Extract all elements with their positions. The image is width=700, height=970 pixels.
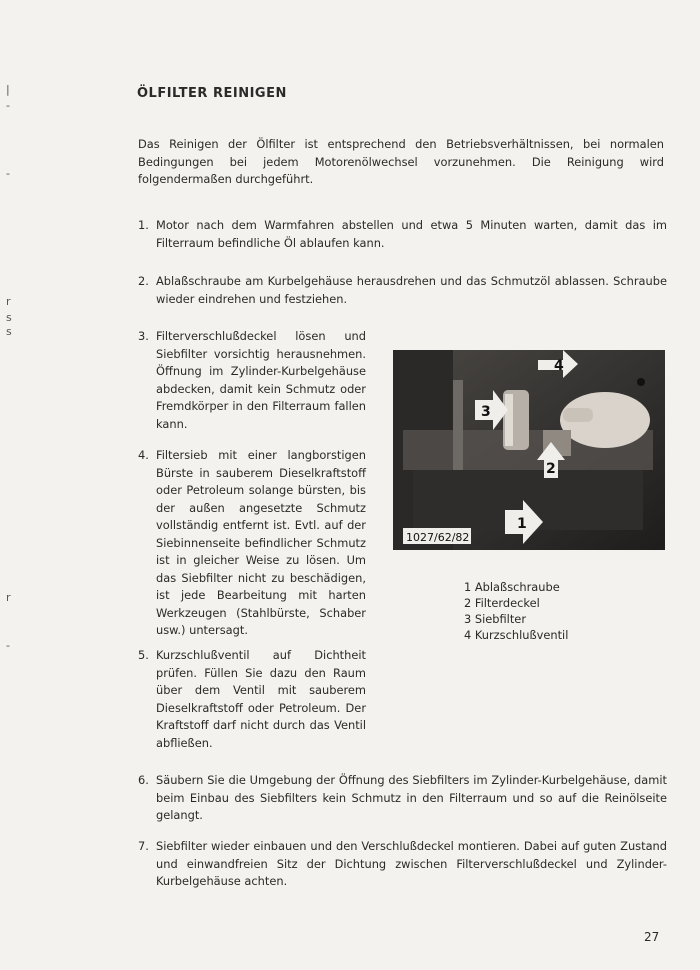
step-text: Säubern Sie die Umgebung der Öffnung des Siebfilters im Zylinder-Kurbelgehäuse, damit beim Einbau des Siebfilters kein Schmutz in den Filterraum und so auf die Reinölseite gelangt. <box>156 773 667 822</box>
marker-4-label: 4 <box>554 358 564 374</box>
page-number: 27 <box>644 930 660 944</box>
margin-mark: - <box>6 99 10 112</box>
legend-item: 3 Siebfilter <box>464 612 526 626</box>
step-text: Siebfilter wieder einbauen und den Verschlußdeckel montieren. Dabei auf guten Zustand und einwandfreien Sitz der Dichtung zwischen Filterverschlußdeckel und Zylinder-Kurbelgehäuse achten. <box>156 839 667 888</box>
margin-mark: s <box>6 325 12 338</box>
step-text: Kurzschlußventil auf Dichtheit prüfen. Füllen Sie dazu den Raum über dem Ventil mit sauberem Dieselkraftstoff oder Petroleum. Der Kraftstoff darf nicht durch das Ventil abfließen. <box>156 648 366 750</box>
step-text: Motor nach dem Warmfahren abstellen und etwa 5 Minuten warten, damit das im Filterraum befindliche Öl ablaufen kann. <box>156 218 667 250</box>
margin-mark: - <box>6 639 10 652</box>
image-code: 1027/62/82 <box>406 531 470 544</box>
marker-2-label: 2 <box>546 461 556 477</box>
marker-3-label: 3 <box>481 404 491 420</box>
marker-1-label: 1 <box>517 516 527 532</box>
margin-mark: | <box>6 83 10 96</box>
legend-item: 2 Filterdeckel <box>464 596 540 610</box>
intro-paragraph: Das Reinigen der Ölfilter ist entsprechend den Betriebsverhältnissen, bei normalen Bedingungen bei jedem Motorenölwechsel vorzunehmen. Die Reinigung wird folgendermaßen durchgeführt. <box>138 137 664 186</box>
step-text: Filterverschlußdeckel lösen und Siebfilter vorsichtig herausnehmen. Öffnung im Zylinder-Kurbelgehäuse abdecken, damit kein Schmutz oder Fremdkörper in den Filterraum fallen kann. <box>156 329 366 431</box>
legend-item: 1 Ablaßschraube <box>464 580 560 594</box>
step-number: 7. <box>138 839 149 853</box>
step-number: 2. <box>138 274 149 288</box>
step-number: 5. <box>138 648 149 662</box>
step-text: Filtersieb mit einer langborstigen Bürste in sauberem Dieselkraftstoff oder Petroleum solange bürsten, bis der außen angesetzte Schmutz vollständig entfernt ist. Evtl. auf der Siebinnenseite befindlicher Schmutz ist in gleicher Weise zu lösen. Um das Siebfilter nicht zu beschädigen, ist jede Bearbeitung mit harten Werkzeugen (Stahlbürste, Schaber usw.) untersagt. <box>156 448 366 637</box>
step-text: Ablaßschraube am Kurbelgehäuse herausdrehen und das Schmutzöl ablassen. Schraube wieder eindrehen und festziehen. <box>156 274 667 306</box>
legend-item: 4 Kurzschlußventil <box>464 628 569 642</box>
photo-legend <box>464 579 568 643</box>
margin-mark: s <box>6 311 12 324</box>
step-number: 1. <box>138 218 149 232</box>
engine-photo <box>393 350 665 550</box>
margin-mark: r <box>6 295 11 308</box>
margin-mark: - <box>6 167 10 180</box>
step-number: 3. <box>138 329 149 343</box>
page-title: ÖLFILTER REINIGEN <box>137 86 287 101</box>
step-number: 6. <box>138 773 149 787</box>
step-number: 4. <box>138 448 149 462</box>
margin-mark: r <box>6 591 11 604</box>
